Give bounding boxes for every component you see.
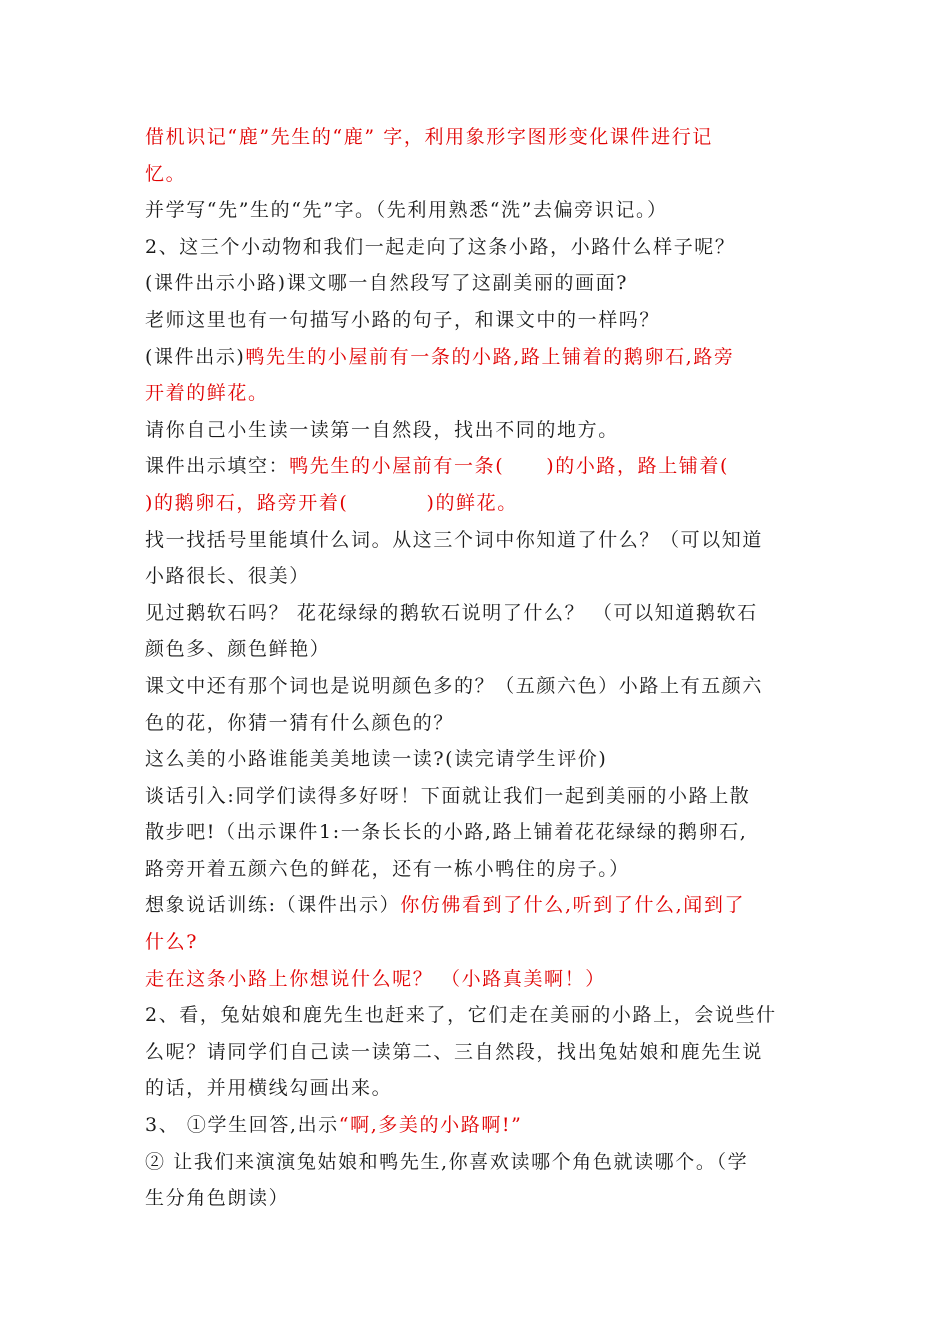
body-text: 谈话引入:同学们读得多好呀！下面就让我们一起到美丽的小路上散 — [145, 784, 751, 807]
highlighted-text: “啊,多美的小路啊!” — [338, 1114, 523, 1137]
body-text: 想象说话训练:（课件出示） — [145, 894, 401, 917]
text-line — [145, 887, 825, 924]
body-text: 并学写“先”生的“先”字。（先利用熟悉“洗”去偏旁识记。） — [145, 199, 668, 222]
highlighted-text: 什么? — [145, 931, 198, 954]
text-line — [145, 705, 825, 742]
text-line — [145, 1034, 825, 1071]
text-line — [145, 156, 825, 193]
text-line — [145, 814, 825, 851]
text-line — [145, 778, 825, 815]
text-line — [145, 339, 825, 376]
text-line — [145, 119, 825, 156]
text-line — [145, 1070, 825, 1107]
text-line — [145, 1144, 825, 1181]
body-text: 课件出示填空： — [145, 455, 290, 478]
highlighted-text: 走在这条小路上你想说什么呢？ （小路真美啊！） — [145, 967, 606, 990]
body-text: 老师这里也有一句描写小路的句子，和课文中的一样吗？ — [145, 308, 661, 331]
body-text: 色的花，你猜一猜有什么颜色的？ — [145, 711, 455, 734]
highlighted-text: 开着的鲜花。 — [145, 382, 269, 405]
body-text: 课文中还有那个词也是说明颜色多的？（五颜六色）小路上有五颜六 — [145, 674, 764, 697]
highlighted-text: 忆。 — [145, 162, 187, 185]
text-line — [145, 631, 825, 668]
body-text: 2、看，兔姑娘和鹿先生也赶来了，它们走在美丽的小路上，会说些什 — [145, 1004, 777, 1027]
body-text: 路旁开着五颜六色的鲜花，还有一栋小鸭住的房子。） — [145, 857, 630, 880]
body-text: 请你自己小生读一读第一自然段，找出不同的地方。 — [145, 418, 619, 441]
text-line — [145, 924, 825, 961]
body-text: 2、这三个小动物和我们一起走向了这条小路，小路什么样子呢？ — [145, 235, 736, 258]
text-line — [145, 1107, 825, 1144]
body-text: 颜色多、颜色鲜艳） — [145, 638, 331, 661]
body-text: 3、 ①学生回答,出示 — [145, 1114, 339, 1137]
text-line — [145, 961, 825, 998]
text-line — [145, 412, 825, 449]
text-line — [145, 997, 825, 1034]
body-text: 么呢？请同学们自己读一读第二、三自然段，找出兔姑娘和鹿先生说 — [145, 1040, 764, 1063]
body-text: 散步吧!（出示课件1:一条长长的小路,路上铺着花花绿绿的鹅卵石, — [145, 821, 748, 844]
text-line — [145, 192, 825, 229]
highlighted-text: 鸭先生的小屋前有一条的小路,路上铺着的鹅卵石,路旁 — [245, 345, 735, 368]
text-line — [145, 1180, 825, 1217]
lesson-plan-body — [145, 119, 825, 1217]
text-line — [145, 595, 825, 632]
body-text: 小路很长、很美） — [145, 565, 310, 588]
highlighted-text: )的鲜花。 — [426, 491, 518, 514]
body-text: 生分角色朗读） — [145, 1187, 290, 1210]
highlighted-text: 鸭先生的小屋前有一条( — [289, 455, 505, 478]
text-line — [145, 668, 825, 705]
text-line — [145, 522, 825, 559]
text-line — [145, 448, 825, 485]
body-text: (课件出示小路)课文哪一自然段写了这副美丽的画面? — [145, 272, 629, 295]
body-text: 这么美的小路谁能美美地读一读?(读完请学生评价) — [145, 748, 608, 771]
text-line — [145, 558, 825, 595]
highlighted-text: )的小路，路上铺着( — [546, 455, 730, 478]
body-text: 的话，并用横线勾画出来。 — [145, 1077, 393, 1100]
body-text: 见过鹅软石吗？ 花花绿绿的鹅软石说明了什么？ （可以知道鹅软石 — [145, 601, 758, 624]
text-line — [145, 375, 825, 412]
text-line — [145, 265, 825, 302]
body-text: ② 让我们来演演兔姑娘和鸭先生,你喜欢读哪个角色就读哪个。（学 — [145, 1150, 749, 1173]
highlighted-text: 你仿佛看到了什么,听到了什么,闻到了 — [400, 894, 746, 917]
text-line — [145, 741, 825, 778]
highlighted-text: 借机识记“鹿”先生的“鹿” 字，利用象形字图形变化课件进行记 — [145, 126, 713, 148]
text-line — [145, 229, 825, 266]
body-text: (课件出示) — [145, 345, 246, 368]
body-text: 找一找括号里能填什么词。从这三个词中你知道了什么？（可以知道 — [145, 528, 764, 551]
text-line — [145, 851, 825, 888]
text-line — [145, 485, 825, 522]
text-line — [145, 302, 825, 339]
highlighted-text: )的鹅卵石，路旁开着( — [145, 491, 349, 514]
